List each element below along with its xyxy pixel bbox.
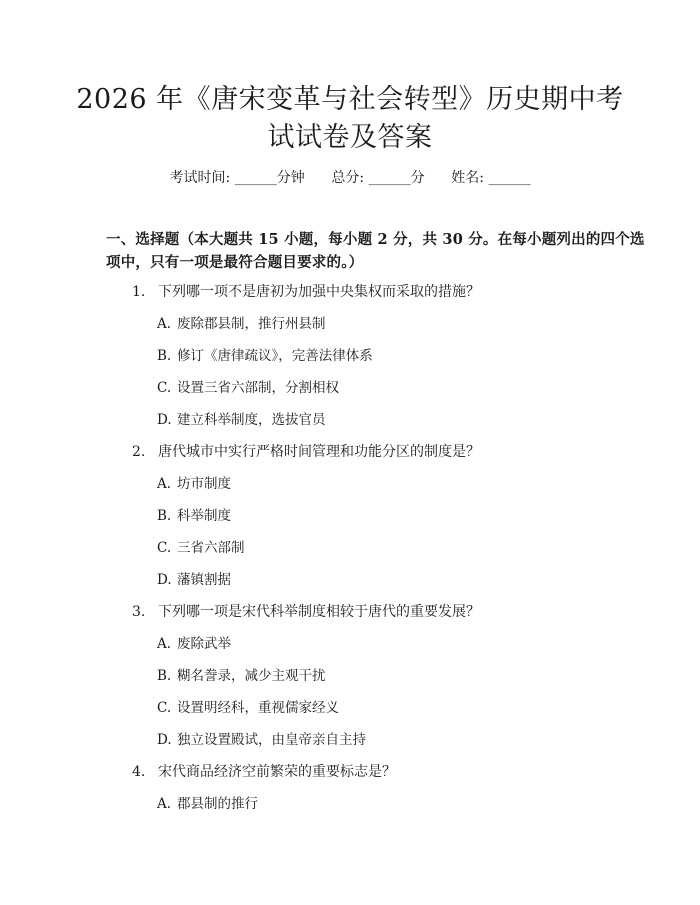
option-letter: B.: [157, 668, 172, 684]
question-4: [132, 762, 396, 782]
option-text: 设置三省六部制，分割相权: [177, 380, 339, 396]
option-text: 糊名誊录，减少主观干扰: [177, 668, 326, 684]
question-4-option-a: [157, 794, 258, 814]
question-text: 下列哪一项是宋代科举制度相较于唐代的重要发展？: [158, 604, 480, 620]
option-text: 三省六部制: [177, 540, 245, 556]
question-1-option-b: [157, 346, 373, 366]
question-3: [132, 602, 480, 622]
option-text: 修订《唐律疏议》，完善法律体系: [177, 348, 373, 364]
exam-title-line-1: 2026 年《唐宋变革与社会转型》历史期中考: [76, 84, 624, 115]
option-letter: A.: [157, 636, 172, 652]
question-1-option-d: [157, 410, 326, 430]
option-letter: C.: [157, 540, 172, 556]
question-number: 2.: [132, 444, 146, 460]
question-text: 唐代城市中实行严格时间管理和功能分区的制度是？: [158, 444, 480, 460]
option-text: 设置明经科，重视儒家经义: [177, 700, 339, 716]
question-1-option-a: [157, 314, 326, 334]
question-3-option-a: [157, 634, 231, 654]
option-letter: A.: [157, 316, 172, 332]
question-1-option-c: [157, 378, 339, 398]
question-number: 3.: [132, 604, 146, 620]
question-2-option-c: [157, 538, 245, 558]
question-text: 宋代商品经济空前繁荣的重要标志是？: [158, 764, 396, 780]
option-letter: D.: [157, 572, 172, 588]
question-2-option-a: [157, 474, 231, 494]
option-text: 废除郡县制，推行州县制: [177, 316, 326, 332]
question-2: [132, 442, 480, 462]
option-letter: B.: [157, 508, 172, 524]
option-text: 坊市制度: [177, 476, 231, 492]
question-2-option-d: [157, 570, 231, 590]
option-letter: C.: [157, 700, 172, 716]
section-heading-line-1: 一、选择题（本大题共 15 小题，每小题 2 分，共 30 分。在每小题列出的四个选: [106, 231, 645, 248]
question-3-option-c: [157, 698, 339, 718]
option-text: 科举制度: [177, 508, 231, 524]
option-letter: A.: [157, 796, 172, 812]
option-letter: D.: [157, 732, 172, 748]
question-number: 1.: [132, 284, 146, 300]
option-text: 废除武举: [177, 636, 231, 652]
option-text: 独立设置殿试，由皇帝亲自主持: [177, 732, 366, 748]
question-text: 下列哪一项不是唐初为加强中央集权而采取的措施？: [158, 284, 480, 300]
question-2-option-b: [157, 506, 231, 526]
option-letter: D.: [157, 412, 172, 428]
question-number: 4.: [132, 764, 146, 780]
option-text: 藩镇割据: [177, 572, 231, 588]
option-text: 建立科举制度，选拔官员: [177, 412, 326, 428]
question-1: [132, 282, 480, 302]
exam-title-line-2: 试试卷及答案: [267, 122, 433, 153]
option-letter: A.: [157, 476, 172, 492]
option-text: 郡县制的推行: [177, 796, 258, 812]
section-heading-line-2: 项中，只有一项是最符合题目要求的。）: [106, 254, 364, 271]
question-3-option-d: [157, 730, 366, 750]
option-letter: B.: [157, 348, 172, 364]
question-3-option-b: [157, 666, 326, 686]
option-letter: C.: [157, 380, 172, 396]
exam-info-line: 考试时间: ______分钟 总分: ______分 姓名: ______: [169, 170, 531, 186]
